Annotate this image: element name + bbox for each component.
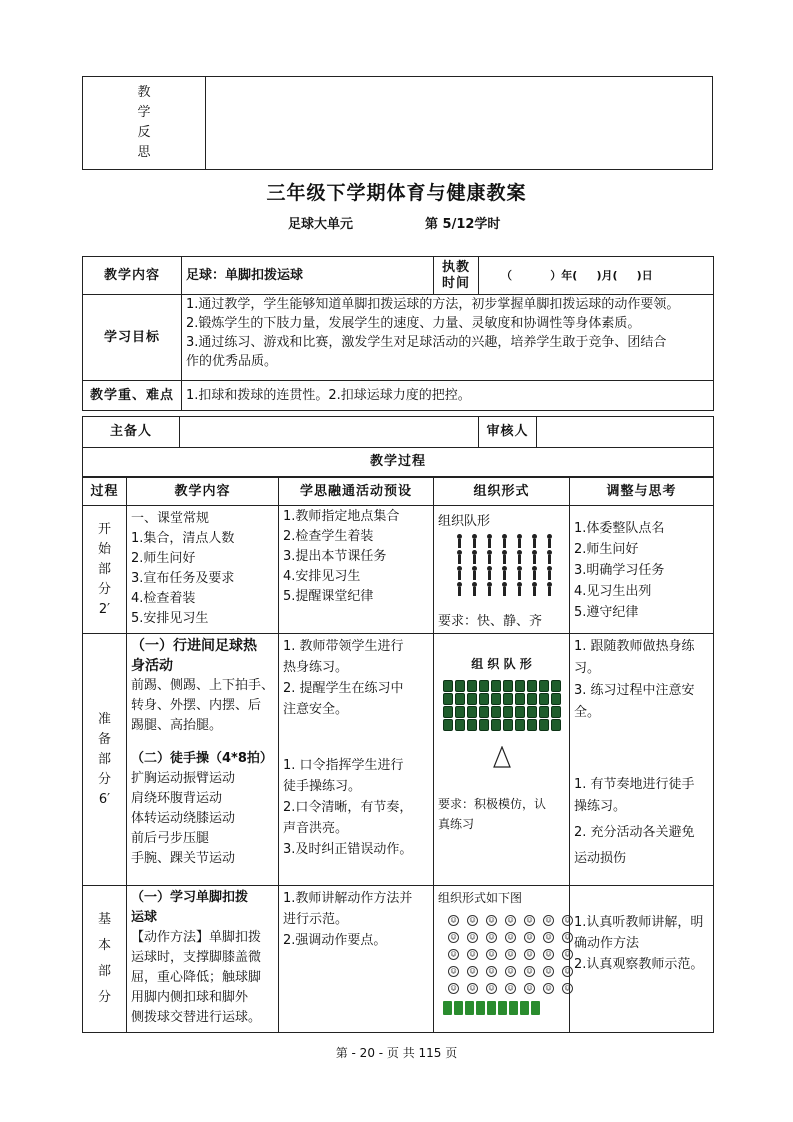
org-requirement: 要求：快、静、齐 <box>438 614 543 629</box>
col-header-reflection: 调整与思考 <box>570 478 714 506</box>
key-points-value: 1.扣球和拨球的连贯性。2.扣球运球力度的把控。 <box>182 381 714 411</box>
col-header-activities: 学思融通活动预设 <box>279 478 434 506</box>
phase-prep: 准 备 部 分 6′ <box>83 634 127 886</box>
reflection-table <box>82 76 713 170</box>
reviewer-label: 审核人 <box>479 417 537 448</box>
basic-activities: 1.教师讲解动作方法并 进行示范。 2.强调动作要点。 <box>279 886 434 1033</box>
reviewer-value <box>537 417 714 448</box>
goal-item: 1.通过教学，学生能够知道单脚扣拨运球的方法，初步掌握单脚扣拨运球的动作要领。 <box>186 297 680 312</box>
prep-content: （一）行进间足球热 身活动 前踢、侧踢、上下拍手、 转身、外摆、内摆、后 踢腿、高抬腿。 （二）徒手操（4*8拍） 扩胸运动振臂运动 肩绕环腹背运动 体转运动绕膝运动 前后弓步压腿 手腕、踝关节运动 <box>127 634 279 886</box>
lesson-number: 第 5/12学时 <box>425 217 501 232</box>
page-title: 三年级下学期体育与健康教案 <box>266 182 527 204</box>
org-requirement: 要求：积极模仿，认 真练习 <box>438 797 547 831</box>
preparer-table <box>82 416 714 477</box>
reflection-label: 教 学 反 思 <box>83 77 206 170</box>
goal-item: 3.通过练习、游戏和比赛，激发学生对足球活动的兴趣，培养学生敢于竞争、团结合 <box>186 335 667 350</box>
content-value: 足球：单脚扣拨运球 <box>182 257 434 295</box>
process-title: 教学过程 <box>83 448 714 477</box>
org-title: 组织队形 <box>438 514 491 529</box>
lesson-info-table <box>82 256 714 411</box>
formation-students: ☺ ☺ ☺ ☺ ☺ ☺ ☺ ☺ ☺ ☺ ☺ ☺ ☺ ☺ ☺ ☺ ☺ ☺ ☺ ☺ ☺ ☺ ☺ ☺ ☺ ☺ ☺ ☺ ☺ ☺ ☺ ☺ ☺ ☺ ☺ <box>438 910 565 995</box>
goals-list <box>182 295 714 381</box>
start-content: 一、课堂常规 1.集合，清点人数 2.师生问好 3.宣布任务及要求 4.检查着装 5.安排见习生 <box>127 506 279 634</box>
start-organization <box>434 506 570 634</box>
prep-reflection: 1. 跟随教师做热身练 习。 3. 练习过程中注意安 全。 1. 有节奏地进行徒手 操练习。 2. 充分活动各关避免 运动损伤 <box>570 634 714 886</box>
col-header-phase: 过程 <box>83 478 127 506</box>
preparer-label: 主备人 <box>83 417 180 448</box>
start-activities: 1.教师指定地点集合 2.检查学生着装 3.提出本节课任务 4.安排见习生 5.提醒课堂纪律 <box>279 506 434 634</box>
col-header-organization: 组织形式 <box>434 478 570 506</box>
goals-label: 学习目标 <box>83 295 182 381</box>
date-field: （ ）年( )月( )日 <box>479 257 714 295</box>
basic-organization <box>434 886 570 1033</box>
phase-basic: 基 本 部 分 <box>83 886 127 1033</box>
goal-item: 作的优秀品质。 <box>186 354 278 369</box>
org-title: 组 织 队 形 <box>471 657 532 671</box>
phase-start: 开 始 部 分 2′ <box>83 506 127 634</box>
formation-bars <box>438 1001 565 1015</box>
basic-reflection: 1.认真听教师讲解，明 确动作方法 2.认真观察教师示范。 <box>570 886 714 1033</box>
key-points-label: 教学重、难点 <box>83 381 182 411</box>
content-label: 教学内容 <box>83 257 182 295</box>
start-reflection: 1.体委整队点名 2.师生问好 3.明确学习任务 4.见习生出列 5.遵守纪律 <box>570 506 714 634</box>
page-footer: 第 - 20 - 页 共 115 页 <box>335 1046 458 1060</box>
prep-activities: 1. 教师带领学生进行 热身练习。 2. 提醒学生在练习中 注意安全。 1. 口令指挥学生进行 徒手操练习。 2.口令清晰，有节奏， 声音洪亮。 3.及时纠正错误动作。 <box>279 634 434 886</box>
process-table <box>82 477 714 1033</box>
col-header-content: 教学内容 <box>127 478 279 506</box>
basic-content: （一）学习单脚扣拨 运球 【动作方法】单脚扣拨 运球时，支撑脚膝盖微 屈，重心降低；触球脚 用脚内侧扣球和脚外 侧拨球交替进行运球。 <box>127 886 279 1033</box>
prep-organization <box>434 634 570 886</box>
teacher-triangle-icon <box>438 746 565 774</box>
exec-time-label: 执教 时间 <box>434 257 479 295</box>
formation-people <box>438 532 565 598</box>
reflection-content <box>206 77 713 170</box>
goal-item: 2.锻炼学生的下肢力量，发展学生的速度、力量、灵敏度和协调性等身体素质。 <box>186 316 641 331</box>
unit-name: 足球大单元 <box>288 217 354 232</box>
formation-blocks <box>438 680 565 732</box>
org-title: 组织形式如下图 <box>438 891 523 905</box>
preparer-value <box>180 417 479 448</box>
